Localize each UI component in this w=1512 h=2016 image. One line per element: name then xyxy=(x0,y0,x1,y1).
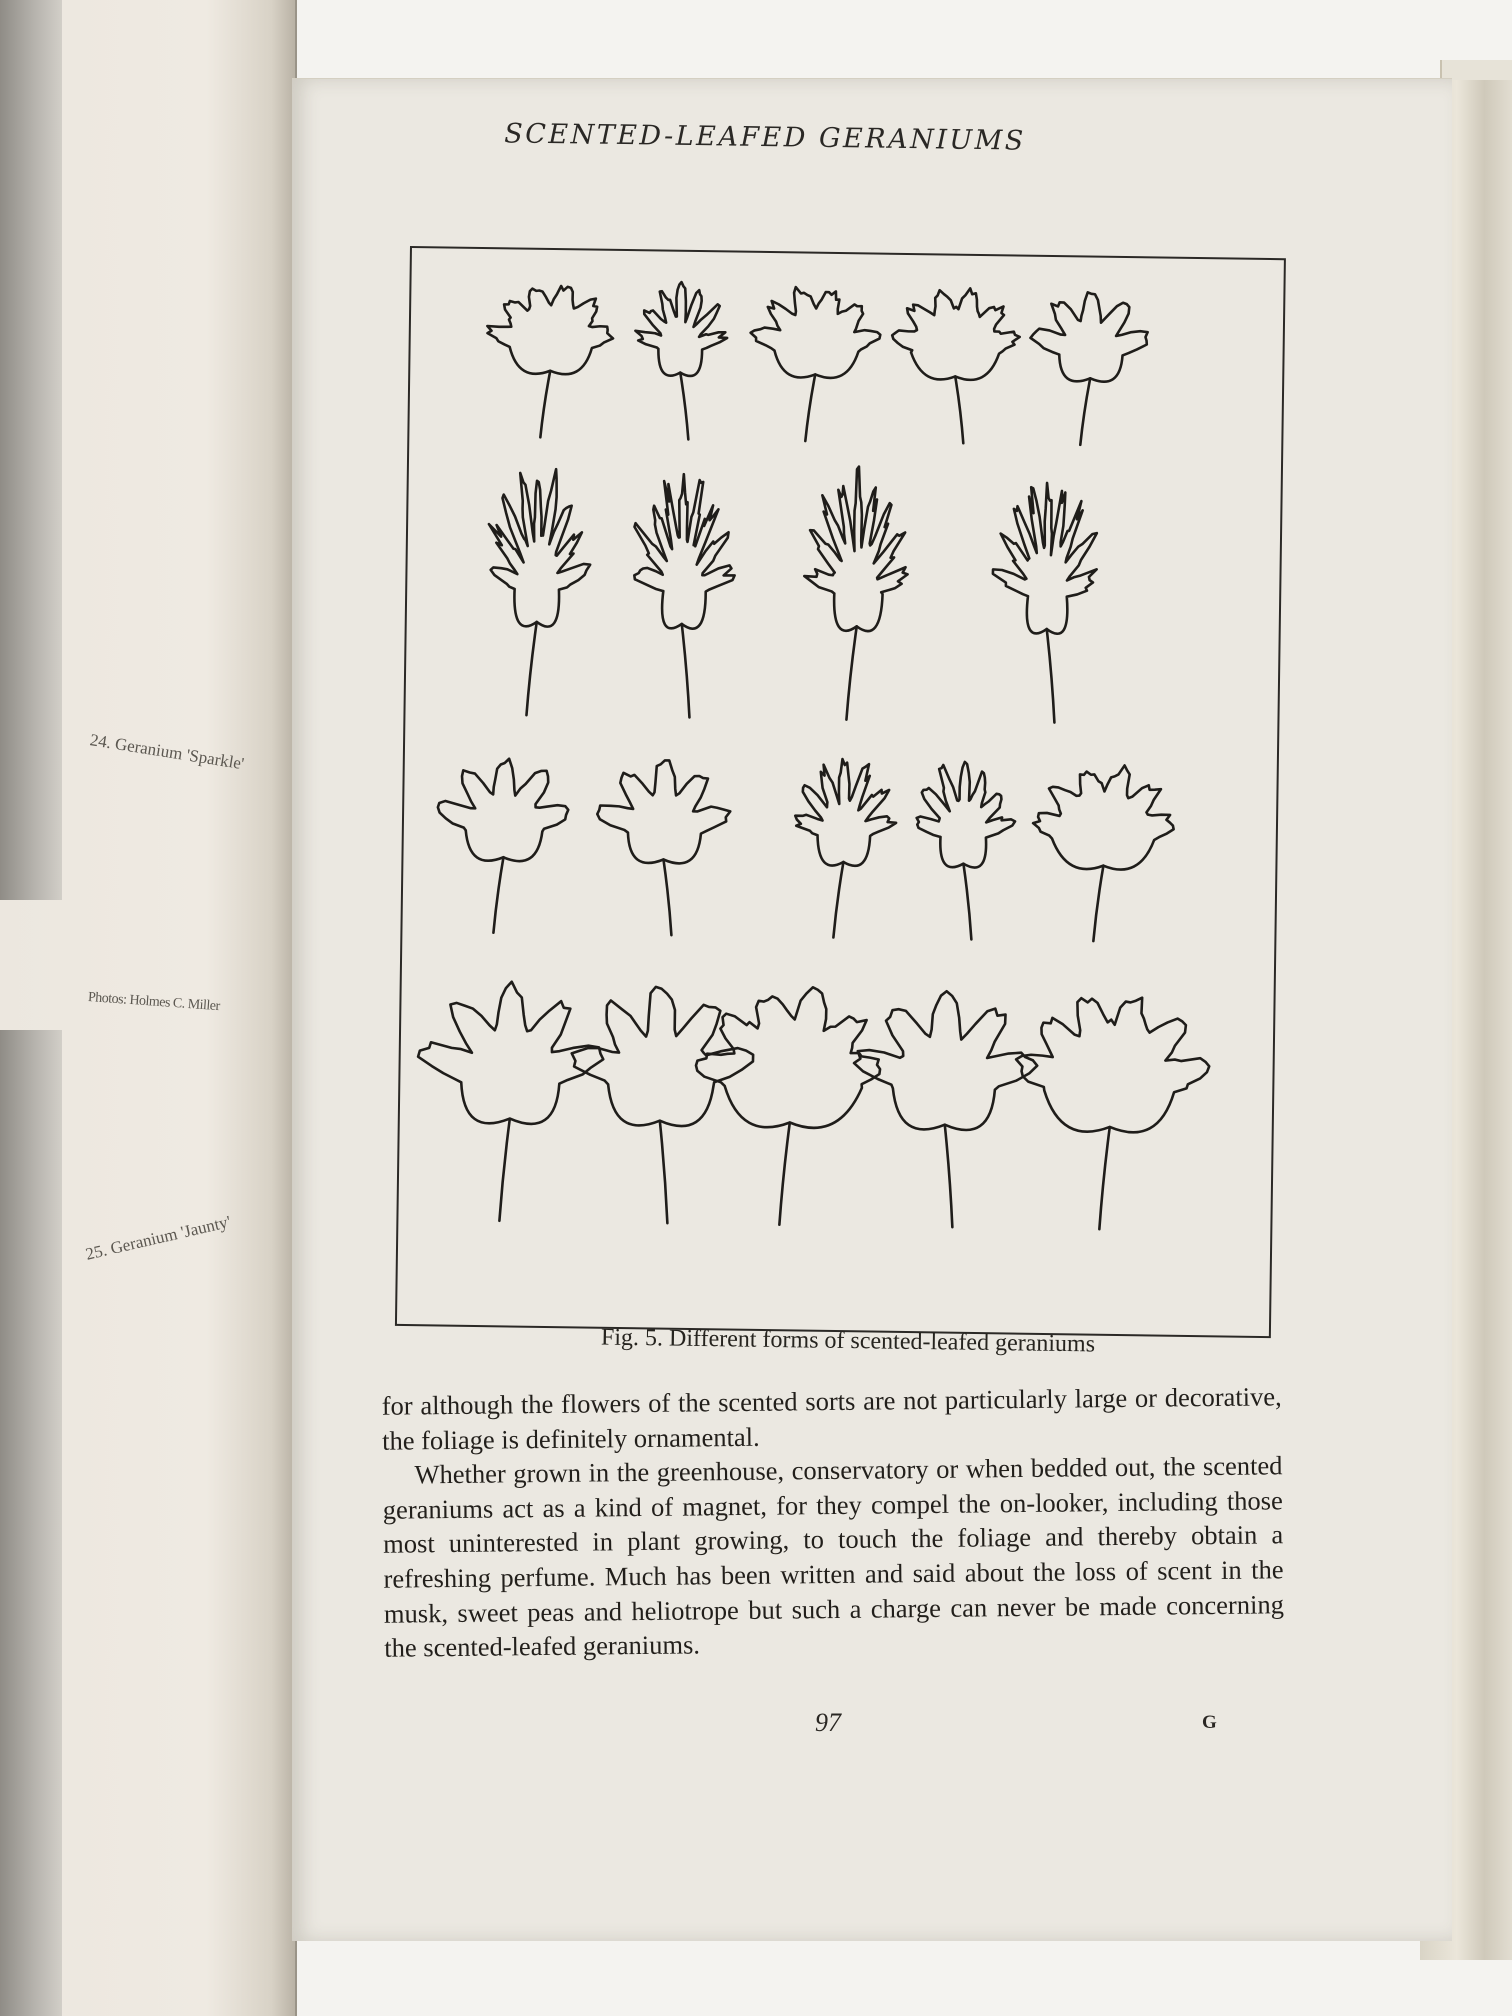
leaf-drawing xyxy=(634,281,728,439)
leaf-drawing xyxy=(486,285,614,438)
paragraph-1: for although the flowers of the scented sorts are not particularly large or decorative, the foliage is definitely ornamental. xyxy=(381,1381,1282,1456)
page-number: 97 xyxy=(815,1708,841,1737)
leaf-drawing xyxy=(486,468,591,716)
leaf-drawing xyxy=(1029,292,1148,446)
running-head: SCENTED-LEAFED GERANIUMS xyxy=(504,118,1026,157)
leaf-drawing xyxy=(632,473,736,718)
plate-photo-jaunty xyxy=(0,1030,62,2016)
leaf-drawing xyxy=(802,466,909,721)
leaf-drawing xyxy=(694,986,881,1226)
leaf-drawing xyxy=(436,758,569,934)
plate-caption-sparkle: 24. Geranium 'Sparkle' xyxy=(88,730,246,774)
leaf-drawing xyxy=(891,287,1021,444)
plate-photo-sparkle xyxy=(0,0,62,900)
leaf-drawing xyxy=(1031,764,1174,942)
leaf-drawing xyxy=(416,980,605,1222)
figure-caption: Fig. 5. Different forms of scented-leafed geraniums xyxy=(600,1324,1096,1358)
signature-mark: G xyxy=(1202,1712,1217,1733)
leaf-drawing xyxy=(749,286,881,442)
leaf-drawing xyxy=(852,990,1038,1228)
body-text xyxy=(382,1379,1285,1665)
leaf-drawing xyxy=(794,758,897,938)
facing-page xyxy=(0,0,297,2016)
paragraph-2: Whether grown in the greenhouse, conservatory or when bedded out, the scented geraniums act as a kind of magnet, for they compel the on-looker, including those most uninterested in plant growing, to touch the foliage and thereby obtain a refreshing perfume. Much has been written and said about the loss of scent in the musk, sweet peas and heliotrope but such a charge can never be made concerning the scented-leafed geraniums. xyxy=(382,1450,1285,1663)
leaf-drawing xyxy=(915,761,1016,940)
leaf-drawing xyxy=(596,759,731,936)
photo-credit: Photos: Holmes C. Miller xyxy=(87,990,221,1015)
leaf-drawing xyxy=(991,482,1098,723)
leaf-drawing xyxy=(569,986,754,1225)
figure-frame xyxy=(395,246,1286,1338)
leaf-drawing xyxy=(1014,996,1210,1231)
leaf-illustrations xyxy=(397,248,1284,1336)
plate-caption-jaunty: 25. Geranium 'Jaunty' xyxy=(83,1211,233,1264)
